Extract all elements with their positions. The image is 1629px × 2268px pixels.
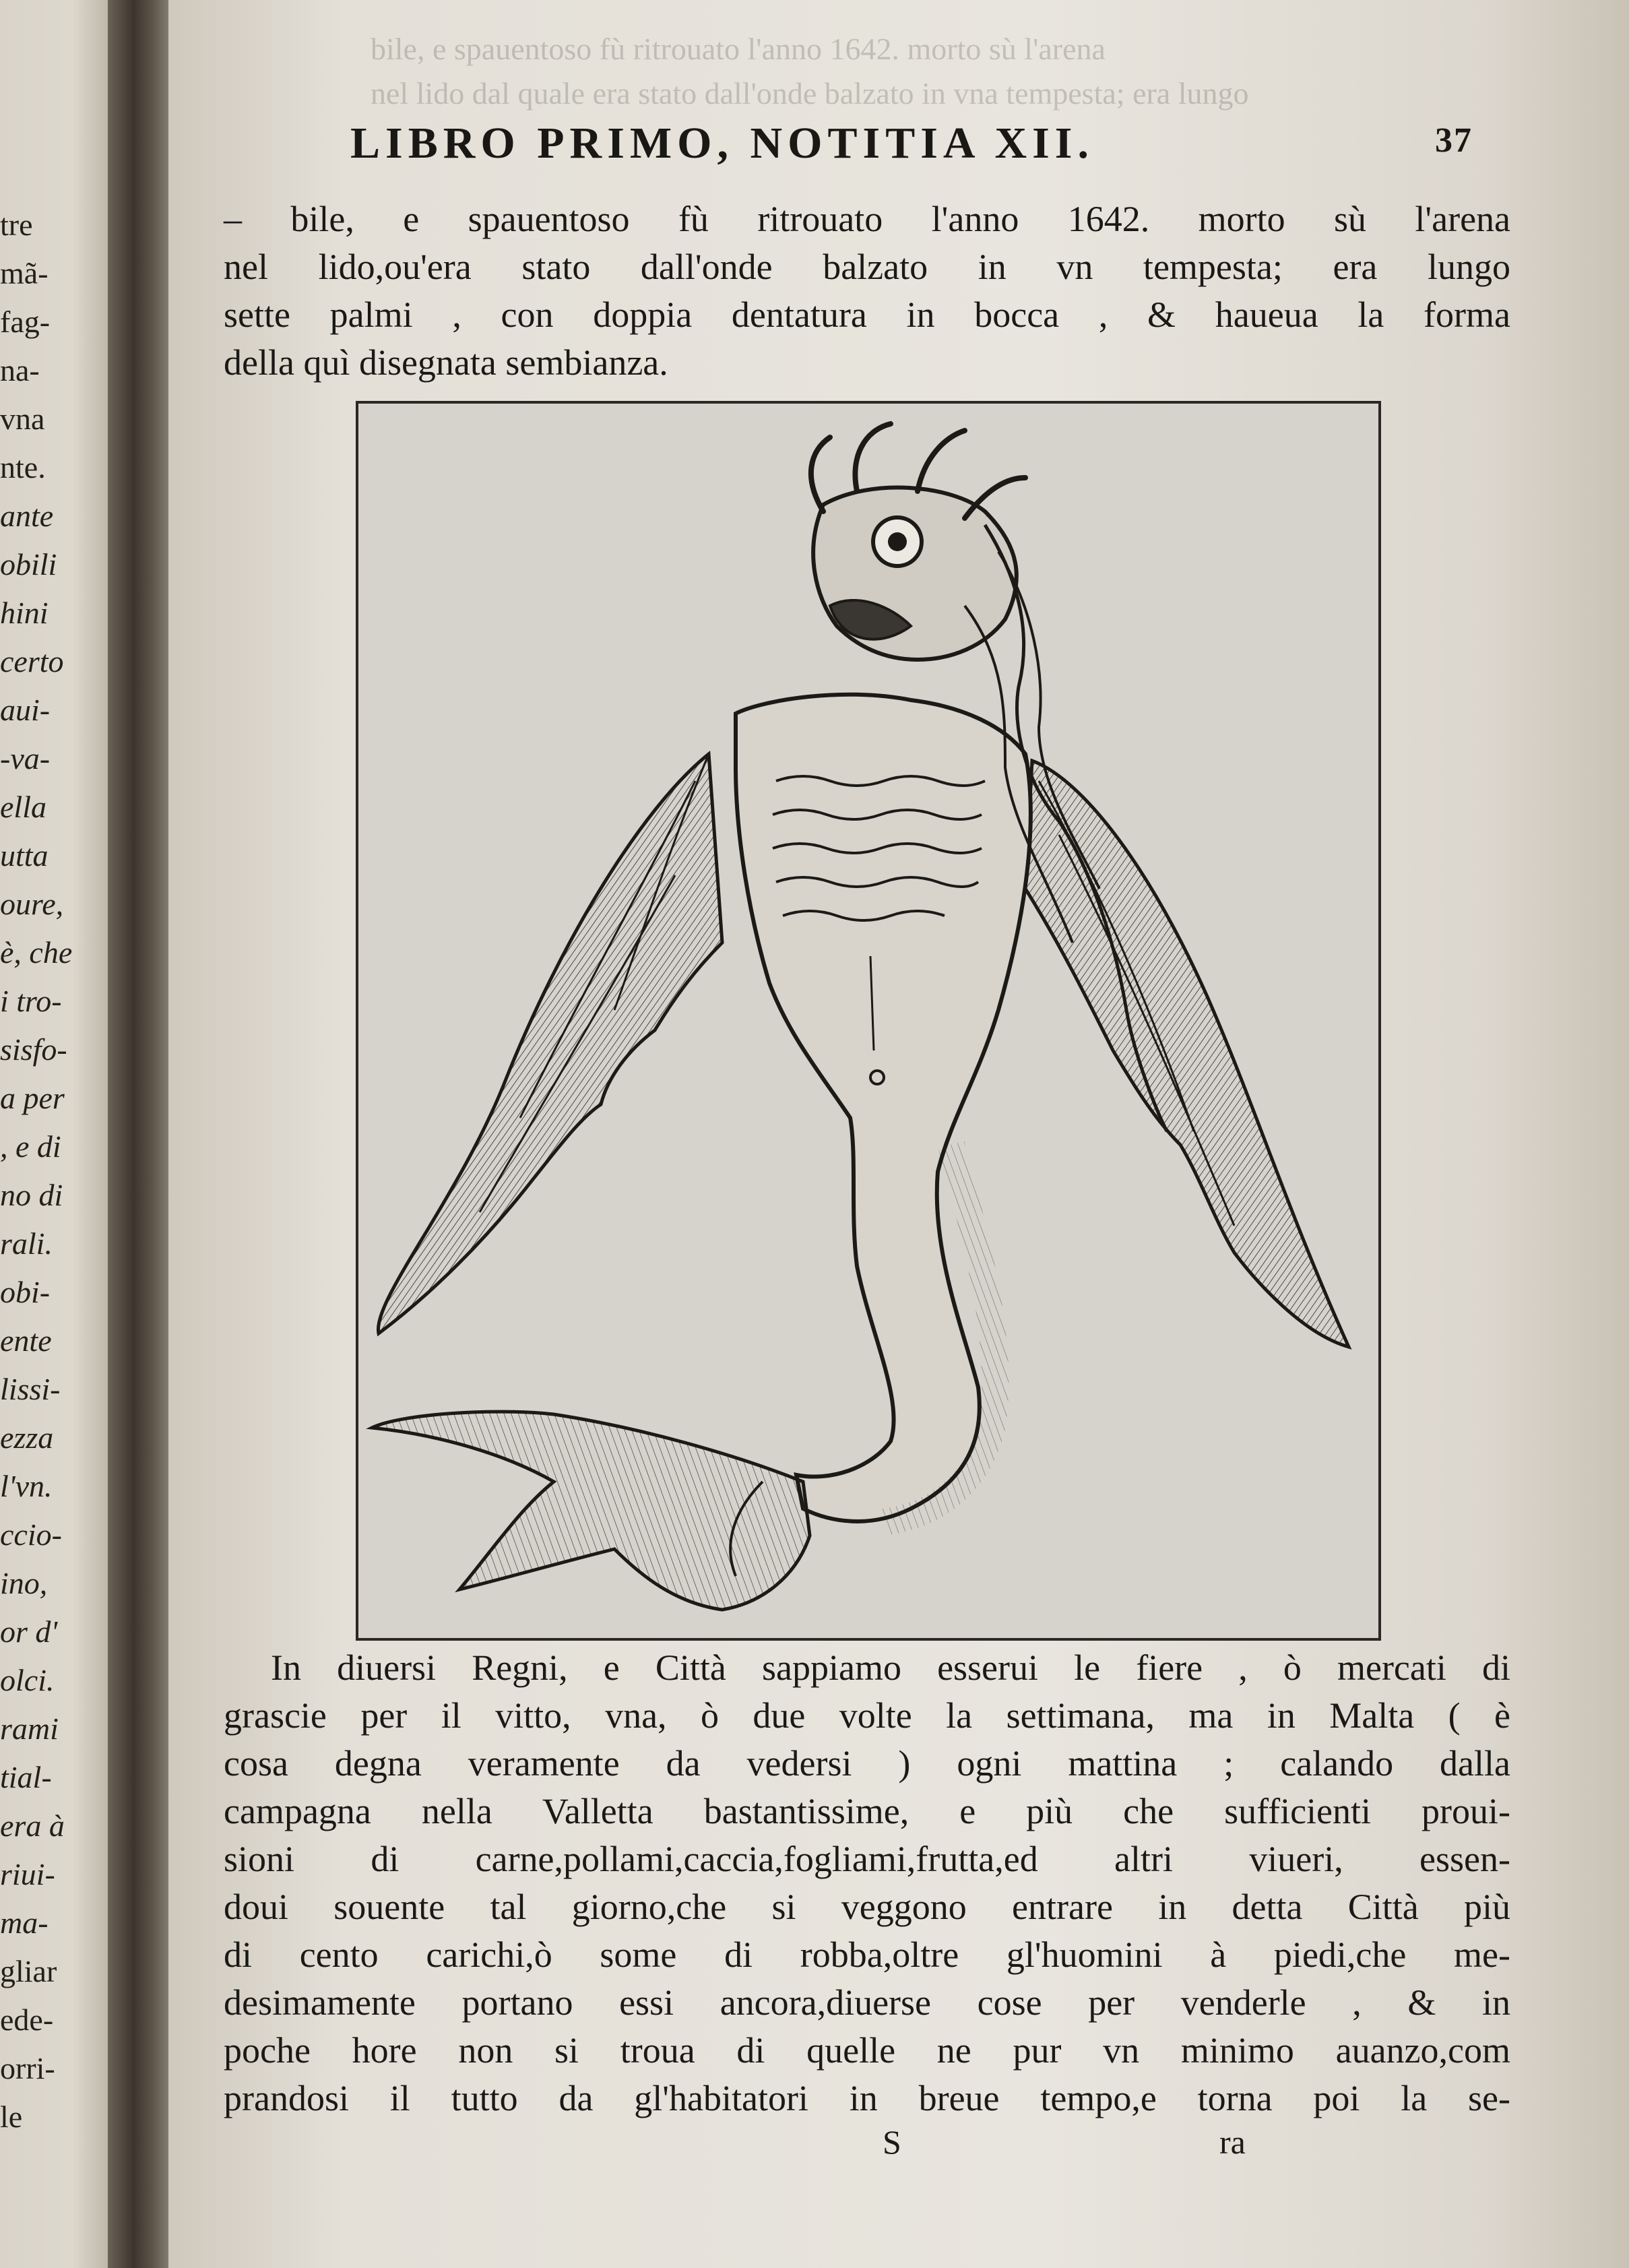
left-page-fragment: le bbox=[0, 2100, 23, 2134]
left-page-fragment: na- bbox=[0, 353, 40, 387]
left-page-fragment: ella bbox=[0, 790, 46, 824]
left-page-fragment: , e di bbox=[0, 1129, 61, 1164]
bleed-line-2: nel lido dal quale era stato dall'onde balzato in vna tempesta; era lungo bbox=[371, 76, 1249, 111]
catchword: ra bbox=[1219, 2123, 1246, 2161]
left-page-fragment: obi- bbox=[0, 1275, 51, 1309]
bleed-line-1: bile, e spauentoso fù ritrouato l'anno 1642. morto sù l'arena bbox=[371, 32, 1106, 66]
text-line: grascie per il vitto, vna, ò due volte la settimana, ma in Malta ( è bbox=[224, 1695, 1510, 1736]
left-page-fragment: no di bbox=[0, 1178, 63, 1212]
tail-fin bbox=[372, 1412, 810, 1610]
left-page-fragment: certo bbox=[0, 644, 64, 679]
left-page-fragment: riui- bbox=[0, 1857, 55, 1891]
winged-sea-monster-engraving bbox=[356, 401, 1381, 1641]
left-page-fragment: è, che bbox=[0, 935, 73, 970]
left-page-fragment: nte. bbox=[0, 450, 46, 484]
left-page-fragment: obili bbox=[0, 547, 57, 581]
text-line: doui souente tal giorno,che si veggono entrare in detta Città più bbox=[224, 1887, 1510, 1927]
left-page-fragment: mã- bbox=[0, 256, 49, 290]
header-title: LIBRO PRIMO, NOTITIA XII. bbox=[350, 119, 1094, 168]
left-page-fragment: era à bbox=[0, 1808, 65, 1843]
text-line: cosa degna veramente da vedersi ) ogni mattina ; calando dalla bbox=[224, 1743, 1510, 1784]
left-page-fragment: tial- bbox=[0, 1760, 52, 1794]
left-page-fragment: orri- bbox=[0, 2051, 55, 2085]
left-page-fragment: ede- bbox=[0, 2003, 54, 2037]
left-page-fragment: l'vn. bbox=[0, 1469, 53, 1503]
left-page-fragment: -va- bbox=[0, 741, 51, 776]
left-page-fragment: olci. bbox=[0, 1663, 55, 1697]
left-page-fragment: ente bbox=[0, 1323, 52, 1358]
text-line: di cento carichi,ò some di robba,oltre gl'huomini à piedi,che me- bbox=[224, 1934, 1510, 1975]
left-page-fragment: rali. bbox=[0, 1226, 53, 1261]
text-line: sioni di carne,pollami,caccia,fogliami,frutta,ed altri viueri, essen- bbox=[224, 1839, 1510, 1879]
left-page-fragment: ino, bbox=[0, 1566, 48, 1600]
text-line: sette palmi , con doppia dentatura in bocca , & haueua la forma bbox=[224, 294, 1510, 335]
left-wing bbox=[378, 754, 722, 1333]
top-paragraph bbox=[224, 195, 1510, 387]
left-page-fragment: ante bbox=[0, 499, 54, 533]
left-page-fragment: fag- bbox=[0, 305, 51, 339]
left-page-fragment: tre bbox=[0, 208, 33, 242]
page-number: 37 bbox=[1435, 121, 1473, 160]
left-page-fragment: oure, bbox=[0, 887, 64, 921]
engraving-svg bbox=[358, 404, 1378, 1638]
text-line: della quì disegnata sembianza. bbox=[224, 342, 668, 383]
left-page-fragment: ezza bbox=[0, 1420, 54, 1455]
text-line: In diuersi Regni, e Città sappiamo esserui le fiere , ò mercati di bbox=[271, 1647, 1510, 1688]
left-facing-page bbox=[0, 0, 120, 2268]
left-page-fragment: rami bbox=[0, 1711, 59, 1746]
left-page-fragment: gliar bbox=[0, 1954, 57, 1988]
bottom-paragraph bbox=[224, 1644, 1510, 2122]
left-page-fragment: lissi- bbox=[0, 1372, 61, 1406]
right-page bbox=[168, 0, 1629, 2268]
left-page-fragment: ccio- bbox=[0, 1517, 62, 1552]
bleed-through-text bbox=[371, 27, 1448, 116]
left-page-fragment: vna bbox=[0, 402, 45, 436]
signature-mark: S bbox=[883, 2123, 901, 2161]
left-page-fragment: i tro- bbox=[0, 984, 62, 1018]
left-page-fragment: hini bbox=[0, 596, 49, 630]
text-line: campagna nella Valletta bastantissime, e più che sufficienti proui- bbox=[224, 1791, 1510, 1831]
left-page-fragment: sisfo- bbox=[0, 1032, 67, 1067]
text-line: poche hore non si troua di quelle ne pur vn minimo auanzo,com bbox=[224, 2030, 1510, 2071]
left-page-fragment: aui- bbox=[0, 693, 51, 727]
left-page-fragment: ma- bbox=[0, 1905, 49, 1940]
text-line: – bile, e spauentoso fù ritrouato l'anno 1642. morto sù l'arena bbox=[224, 199, 1510, 239]
text-line: prandosi il tutto da gl'habitatori in breue tempo,e torna poi la se- bbox=[224, 2078, 1510, 2118]
text-line: nel lido,ou'era stato dall'onde balzato in vn tempesta; era lungo bbox=[224, 247, 1510, 287]
left-page-fragment: utta bbox=[0, 838, 49, 873]
monster-head bbox=[813, 488, 1017, 660]
text-line: desimamente portano essi ancora,diuerse cose per venderle , & in bbox=[224, 1982, 1510, 2023]
left-page-fragment: a per bbox=[0, 1081, 65, 1115]
left-page-fragment: or d' bbox=[0, 1614, 58, 1649]
